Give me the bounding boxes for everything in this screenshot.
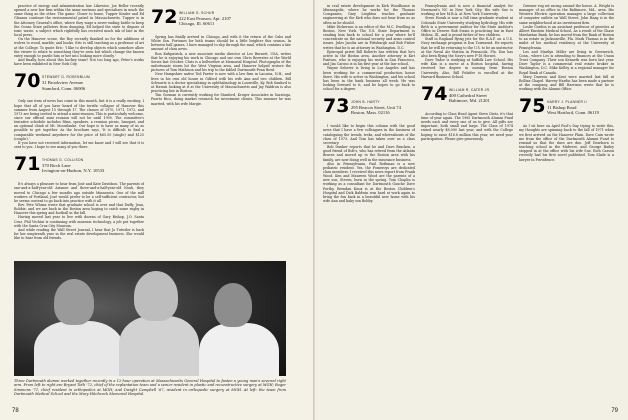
class-year-number: 75 — [519, 95, 546, 118]
class-note-paragraph: in real estate development in Kirk Woodhouse in Minneapolis, where he works for the Thomas Companies, Gary Leighton teaches graduate engineering at the Kirk who does not hear from us as often as he should. — [323, 4, 415, 25]
class-secretary-name: THOMAS G. COLLISON — [42, 158, 84, 163]
class-year-number: 70 — [14, 70, 41, 93]
right-column-2 — [421, 4, 513, 414]
class-note-paragraph: Tim Gorman is currently working for Stanford, Kruger Associates in Saratoga, Puerto Rico, doing market research for investment clients. This summer he was married, with his wife Margie. — [151, 93, 291, 106]
class-heading-72 — [151, 8, 291, 32]
left-page — [0, 0, 313, 420]
class-note-paragraph: Episcopal priest Bill Roberts has written that he's active in the Boston area. Another attorney is Kirt Pantuso, who is enjoying his work in San Francisco, and Jim Caruso is in his first year at the law school. — [323, 49, 415, 67]
class-secretary-name: WILLIAM R. CATER JR. — [449, 87, 491, 92]
class-secretary-name: STEWART G. ROSENBLUM — [42, 75, 91, 80]
class-note-paragraph: Pennsylvania and is now a financial analyst for Newmont's NC in New York City. His wife Sue is working at her M.B.A. at New York University. — [421, 4, 513, 17]
right-column-3 — [519, 4, 614, 414]
class-note-paragraph: Mary Dawson and Kent were married last fall at Rollins Chapel. Harvey Hardin has been made a partner at the company, and Bill Harrison wrote that he is working with the Alumni Office. — [519, 74, 614, 92]
surgeons-photo — [14, 261, 286, 376]
page-number-left: 78 — [12, 408, 19, 414]
class-heading-73 — [323, 97, 415, 121]
class-note-paragraph: And while reading the Wall Street Journal, I hear that Jo Tutwiler is back for her umpteenth year in the real estate development business. She would like to hear from old friends. — [14, 227, 144, 241]
class-heading-75 — [519, 97, 614, 121]
class-secretary-name: WILLIAM G. SCHUR — [179, 11, 215, 15]
class-secretary-address: 370 Birch Lane Irvington-on-Hudson, N.Y. 10533 — [42, 163, 105, 174]
class-note-paragraph: practice of energy and administration law. Likewise, Joe Bellor recently opened a new law firm within the same environs and specializes in much the same thing as the other. The game: Closer to home, Tupper Kinder and Ed Gleason continue the environmental patrol in Massachusetts. Tupper is in the Attorney General's office, where they wage a never-ending battle to keep the Ocean State polluters from dumping. Ed helped the state to dispose of toxic waste, a subject which rightfully has received much ink of late in the local press. — [14, 4, 144, 38]
class-year-number: 74 — [421, 82, 448, 105]
class-year-number: 71 — [14, 153, 41, 176]
class-note-paragraph: Having moved last year to live with dozens of Gary Bishop, J.O. Santa Cruz, Phil Vechini is continuing with museum technology, a job put together with the Santa Cruz City Museum. — [14, 215, 144, 228]
class-note-paragraph: And finally, how about this hockey team? Not too long ago, Peter's works have been exhibited in New York City. — [14, 58, 144, 67]
class-note-paragraph: Only one item of news has come in this month, but it is a really exciting. I hope that all of you have heard of the terrific collapse of Hanover this summer from August 15 through 17. The classes of 1970, 1971, 1972, and 1973 are being invited to attend a mini-reunion. This is particularly welcome, since our official mini reunion will not be until 1990. The committee's tentative schedule includes films, speakers, a reunion picnic, banquet, and an optional climb of Mt. Moosilauke. Our hope is to have as many of us as possible to get together. As the brochure says, 'It is difficult to find a comparable weekend anywhere for the price of $65.50 (single) and $125 (couple).' — [14, 99, 144, 141]
class-note-paragraph: New Hampshire native Ted Paeter is now with a law firm in Laconia, N.H., and lives in his own old house in Gilford with his wife Ann and two children. Bill Schwartz is a doctor specializing in ophthalmology in Louisville, Ky. Bob Sanford is at Hawaii looking at it at the University of Massachusetts and Jay Waldron is also practicing law in Boston. — [151, 72, 291, 94]
class-note-paragraph: Mike Dickerson is an editor of the M.C. Dwelling in Boston, New York. The U.S. State Department is sending him back to school for a year where he'll concentrate on the national security and arms control issues. Jules Jacobs are in Pittsburgh and Bob Fisher writes that he is an attorney in Washington, D.C. — [323, 24, 415, 50]
class-note-paragraph: According to Class Head Agent Steve Dietz, it's that time of year again. The 1985 Dartmouth Alumni Fund needs each and every one of us to give. All gifts are important, both small and large. The Class of 1974 raised nearly $8,000 last year, and with the College hoping to raise $16.8 million this year, we need your participation. Please give generously. — [421, 111, 513, 141]
class-secretary-name: JOHN B. HARTY — [351, 100, 380, 105]
class-note-paragraph: Ron Kirkpatrick, a new associate media director at Leo Burnett, USA, writes that he is enjoying his work in Chicago and our own Chris Brewster at the World Series last October. Chris is a bellwether at Memorial Hospital. Photographs of the unfortunate storm hit the West Virginia area, and Hanover helped restore the pictures of Tom Mathison and his trip to the fabled Dartmouth-Penn Bowl. — [151, 51, 291, 73]
class-note-paragraph: Also in Pennsylvania, Paul Rothman is a new pediatric resident. Yes, the Pomeroys are dedicated class members. I received this news report from Frank Wood. Ken and Maureen Wood are the parents of a new son, Steven, born in the spring. Tom Chaplin is working as a consultant for Dartmouth Gauche Dave Porthy. Brendan Knox is at the Boston Children's Hospital and Dick Baldwin was hard at work again to bring the fun back in a beautiful new home with his wife Ann and baby son Bobby. — [323, 161, 415, 204]
class-note-paragraph: I would like to begin this column with the good news that I have a few colleagues in the business of cataloguing the trends, treks, and whereabouts of the class of 1973. And Tom has taken over as a class secretary. — [323, 124, 415, 145]
class-secretary-address: 31 Brookview Avenue Stamford, Conn. 06906 — [42, 80, 86, 91]
class-note-paragraph: Wayne Seherer is living in Los Angeles and has been working for a commercial production house there. His wife is active in Washington, and his school has been in the bank business all week. He was looking forward to it, and he hopes to go back to school for a degree. — [323, 66, 415, 92]
class-note-paragraph: Dave Tudor is studying at Suffolk Law School. His wife Kim is a nurse at a Boston hospital, having received her degree in nursing from Boston University. Also, Bill Pulsifer is enrolled at the Harvard Business School. — [421, 58, 513, 79]
class-note-paragraph: Spring has finally arrived in Chicago, and with it the return of the Cubs and White Sox. Fortunes for both teams should be a little brighter this season. In between ball games, I have managed to slip through the mail, which contains a fair amount of class news. — [151, 35, 291, 52]
photo-caption: Three Dartmouth alumni worked together recently in a 12-hour operation at Massachusetts General Hospital to fasten a young man's severed right arm. From left to right are Bryant Toth '72, chief of the replantation team and a senior resident in plastic and reconstructive surgery at MGH; Roger Simmons '71, chief resident in orthopedics at MGH; and Dwight Campbell '67, resident in orthopedic surgery at MGH. At left: the team from Dartmouth Medical School and the Mary Hitchcock Memorial Hospital. — [14, 379, 286, 397]
class-note-paragraph: Staff in England flying jets for the R.A.F. on a U.S. Navy exchange program is Don Townsend. He reports that he will be returning to the U.S. to be an instructor at the Naval Air Station in Pensacola, Fla. Don has also been flying the Navy's new F-18 Hornet. — [421, 37, 513, 58]
right-page — [315, 0, 628, 420]
class-year-number: 72 — [151, 6, 178, 28]
class-note-paragraph: Steve Horak is now a full time graduate student at Colorado State University studying hydrology. His wife Beth is a government auditor for the State Auditor's Office in Denver. Bob Swain is practicing law in East Moline, Ill., and is proud father of two children. — [421, 16, 513, 38]
class-note-paragraph: On the Hanover scene, the Roy recently thanked us for the additions of wolves to wood, marble, and books. Eric is still teaching as a professor of art at the College. To quote Eric: 'I like to develop objects which somehow allow the viewer to relate to something they've seen but which change the known entry enough to puzzle him or her into looking more closely.' — [14, 37, 144, 58]
left-column-2 — [151, 4, 291, 257]
right-column-1 — [323, 4, 415, 414]
class-note-paragraph: As I sit here on April Fool's Day trying to write this, my thoughts are spinning back to the fall of 1971 when we first arrived on the Hanover Plain. Dave Cain wrote me from the office of the Dartmouth Alumni Fund to remind us that the dues are due. Jeff Dearborn is teaching school in the Midwest, and George Bailey stopped in at the office with his wife Sue. Rich Carson recently had his first novel published. Tom Slade is a lawyer in Providence. — [519, 124, 614, 162]
class-note-paragraph: It's always a pleasure to hear from José and Kate Davidson. The parents of one-and-a-half-year-old Arianne and three-and-a-half-year-old Noah, they moved to Chicago a few months ago outside Minnesota. One of the mill workers of Portland, José would prefer to be a self-sufficient contractor, but he seems content to go back into practice with it all. — [14, 182, 144, 203]
class-secretary-address: 222 East Pearson, Apt. 2107 Chicago, Ill. 60611 — [179, 16, 232, 27]
class-note-paragraph: Greener rug set racing around the house. A. Wright is manager of an office in the Baltimore, Md., area. His Western Electric operation manages a large collection of computer outlets on Wall Street. John Haag is in the same neighborhood at an investment firm. — [519, 4, 614, 25]
class-note-paragraph: If you have not received information, let me know and I will see that it is sent to you. I hope to see many of you there. — [14, 140, 144, 150]
class-secretary-address: 400 Cathedral Street Baltimore, Md. 21201 — [449, 92, 490, 104]
page-number-right: 79 — [611, 408, 618, 414]
class-year-number: 73 — [323, 95, 350, 118]
class-secretary-address: 295 Beacon Street, Unit 74 Boston, Mass. 02116 — [351, 105, 401, 116]
class-note-paragraph: Les and Marilyn Miller are living in Greenwich, Conn., where Les is attending to finances at the Union Trust Company. Their son Kenneth was born last year. Dave Taylor is a commercial real estate broker in Washington, D.C. Mike Kelley is a regional manager for Royal Bank of Canada. — [519, 49, 614, 75]
class-heading-74 — [421, 82, 513, 109]
class-note-paragraph: Rev. Pete Whims wrote that graduate school is over and that Duffy, Jean, Robbie, and we are back in the Boston area hoping to catch some rugby in Hanover this spring and football in the fall. — [14, 203, 144, 216]
class-secretary-name: HARRY J. PLANNER II — [547, 100, 587, 105]
class-note-paragraph: Leslie Gordon is an assistant professor of genetics at Albert Einstein Medical School. As a result of the Chase Manhattan Bank, he has moved from the Bank of Boston to an estate in Jacksonville, Fla. Mark Thomas is in the midst of his medical residency at the University of Pennsylvania. — [519, 24, 614, 50]
class-heading-71 — [14, 155, 144, 179]
class-heading-70 — [14, 72, 144, 96]
class-note-paragraph: Bob Dunker reports that he and Dave Bracken, a good friend of Bob's, who has retired from the Atlanta Braves and moved up to the Boston area with his family, are now doing well in the insurance business. — [323, 145, 415, 162]
class-secretary-address: 11 Bishop Road West Hartford, Conn. 06119 — [547, 105, 599, 116]
